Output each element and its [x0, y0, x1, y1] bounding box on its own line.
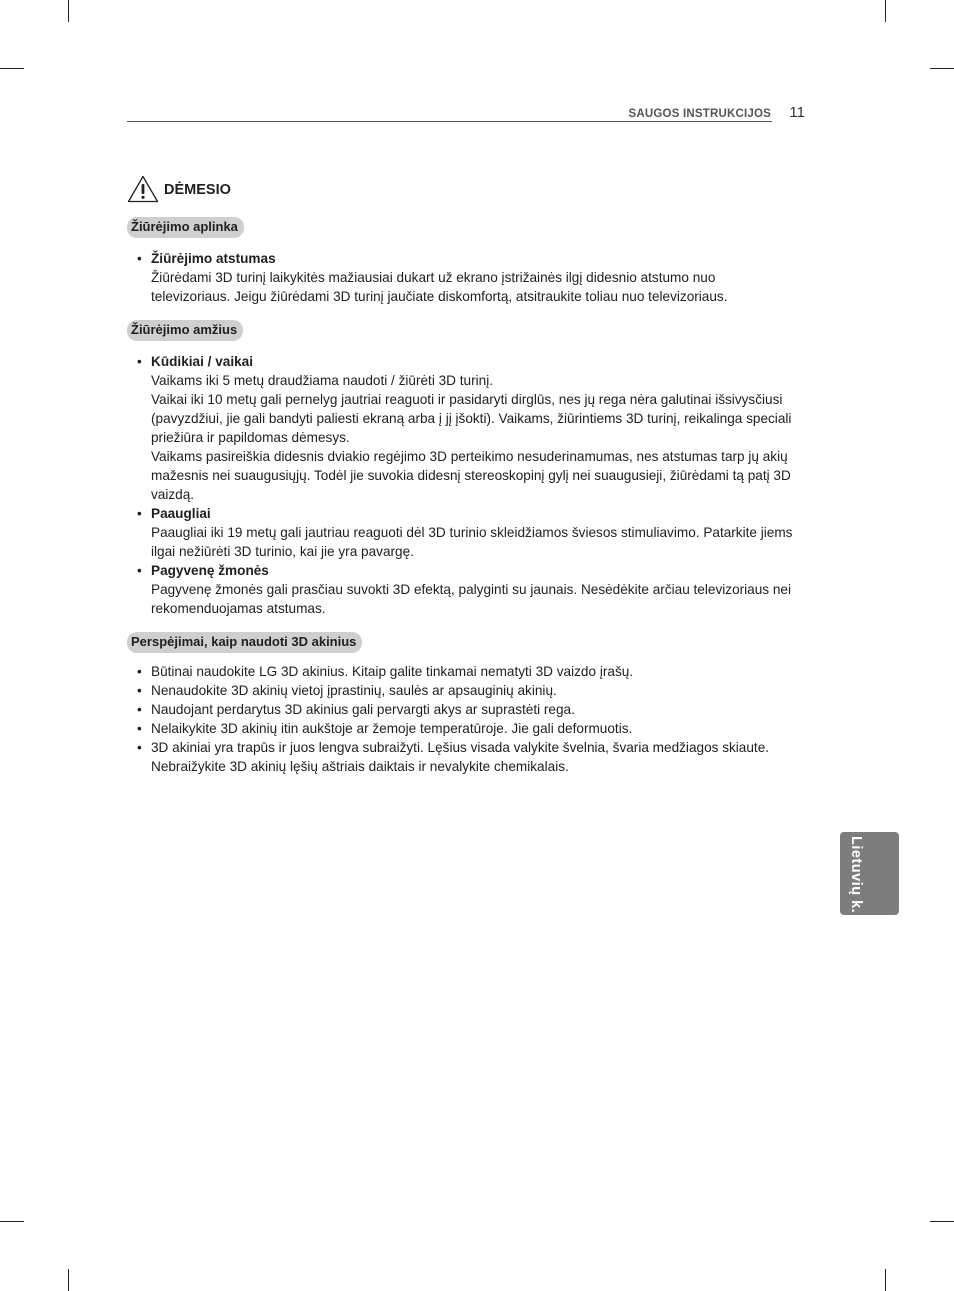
bullet: •	[137, 506, 142, 521]
crop-mark	[885, 0, 886, 22]
item-paragraph: Vaikams iki 5 metų draudžiama naudoti / žiūrėti 3D turinį.	[151, 373, 494, 388]
list-item	[137, 700, 797, 719]
bullet: •	[137, 740, 142, 755]
item-heading: Pagyvenę žmonės	[151, 563, 269, 578]
item-paragraph: Vaikai iki 10 metų gali pernelyg jautriai reaguoti ir pasidaryti dirglūs, nes jų rega nėra galutinai išsivysčiusi (pavyzdžiui, jie gali bandyti paliesti ekraną arba į jį įšokti). Vaikams, žiūrintiems 3D turinį, reikalinga speciali priežiūra ir papildomas dėmesys.	[151, 392, 792, 445]
list-item	[137, 719, 797, 738]
bullet: •	[137, 563, 142, 578]
list-item	[137, 504, 797, 561]
bullet: •	[137, 702, 142, 717]
caution-label: DĖMESIO	[164, 182, 231, 198]
crop-mark	[885, 1269, 886, 1291]
list-item	[137, 662, 797, 681]
crop-mark	[930, 1221, 954, 1222]
section-title: SAUGOS INSTRUKCIJOS	[628, 108, 771, 120]
crop-mark	[930, 68, 954, 69]
item-paragraph: Žiūrėdami 3D turinį laikykitės mažiausiai dukart už ekrano įstrižainės ilgį didesnio atstumo nuo televizoriaus. Jeigu žiūrėdami 3D turinį jaučiate diskomfortą, atsitraukite toliau nuo televizoriaus.	[151, 270, 728, 304]
bullet: •	[137, 721, 142, 736]
crop-mark	[68, 0, 69, 22]
language-side-tab	[840, 832, 899, 915]
bullet: •	[137, 664, 142, 679]
item-paragraph: Vaikams pasireiškia didesnis dviakio regėjimo 3D perteikimo nesuderinamumas, nes atstumas tarp jų akių mažesnis nei suaugusiųjų. Todėl jie suvokia didesnį stereoskopinį gylį nei suaugusieji, žiūrėdami tą patį 3D vaizdą.	[151, 449, 791, 502]
item-heading: Kūdikiai / vaikai	[151, 354, 253, 369]
crop-mark	[0, 68, 24, 69]
list-item	[137, 352, 797, 504]
section-heading-viewing-environment: Žiūrėjimo aplinka	[127, 217, 244, 238]
item-paragraph: Pagyvenę žmonės gali prasčiau suvokti 3D efektą, palyginti su jaunais. Nesėdėkite arčiau televizoriaus nei rekomenduojamas atstumas.	[151, 582, 792, 616]
list-item-text: Nelaikykite 3D akinių itin aukštoje ar žemoje temperatūroje. Jie gali deformuotis.	[151, 721, 633, 736]
list-item-text: Nenaudokite 3D akinių vietoj įprastinių, saulės ar apsauginių akinių.	[151, 683, 557, 698]
header-divider	[127, 121, 772, 122]
list-item	[137, 738, 797, 776]
crop-mark	[0, 1221, 24, 1222]
list-item	[137, 249, 797, 306]
section-heading-3d-glasses-warnings: Perspėjimai, kaip naudoti 3D akinius	[127, 632, 362, 653]
bullet: •	[137, 683, 142, 698]
list-item-text: 3D akiniai yra trapūs ir juos lengva subraižyti. Lęšius visada valykite švelnia, švaria medžiagos skiaute. Nebraižykite 3D akinių lęšių aštriais daiktais ir nevalykite chemikalais.	[151, 740, 770, 774]
language-tab-label: Lietuvių k.	[848, 836, 864, 914]
bullet: •	[137, 251, 142, 266]
item-paragraph: Paaugliai iki 19 metų gali jautriau reaguoti dėl 3D turinio skleidžiamos šviesos stimuliavimo. Patarkite jiems ilgai nežiūrėti 3D turinio, kai jie yra pavargę.	[151, 525, 793, 559]
item-heading: Paaugliai	[151, 506, 211, 521]
item-heading: Žiūrėjimo atstumas	[151, 251, 276, 266]
list-item	[137, 681, 797, 700]
crop-mark	[68, 1269, 69, 1291]
section-heading-viewing-age: Žiūrėjimo amžius	[127, 320, 243, 341]
page-number: 11	[789, 104, 805, 121]
warnings-list	[137, 662, 797, 776]
list-item-text: Būtinai naudokite LG 3D akinius. Kitaip galite tinkamai nematyti 3D vaizdo įrašų.	[151, 664, 634, 679]
list-item	[137, 561, 797, 618]
warning-triangle-icon	[127, 175, 159, 203]
page-header	[127, 103, 807, 123]
list-item-text: Naudojant perdarytus 3D akinius gali pervargti akys ar suprastėti rega.	[151, 702, 575, 717]
bullet: •	[137, 354, 142, 369]
